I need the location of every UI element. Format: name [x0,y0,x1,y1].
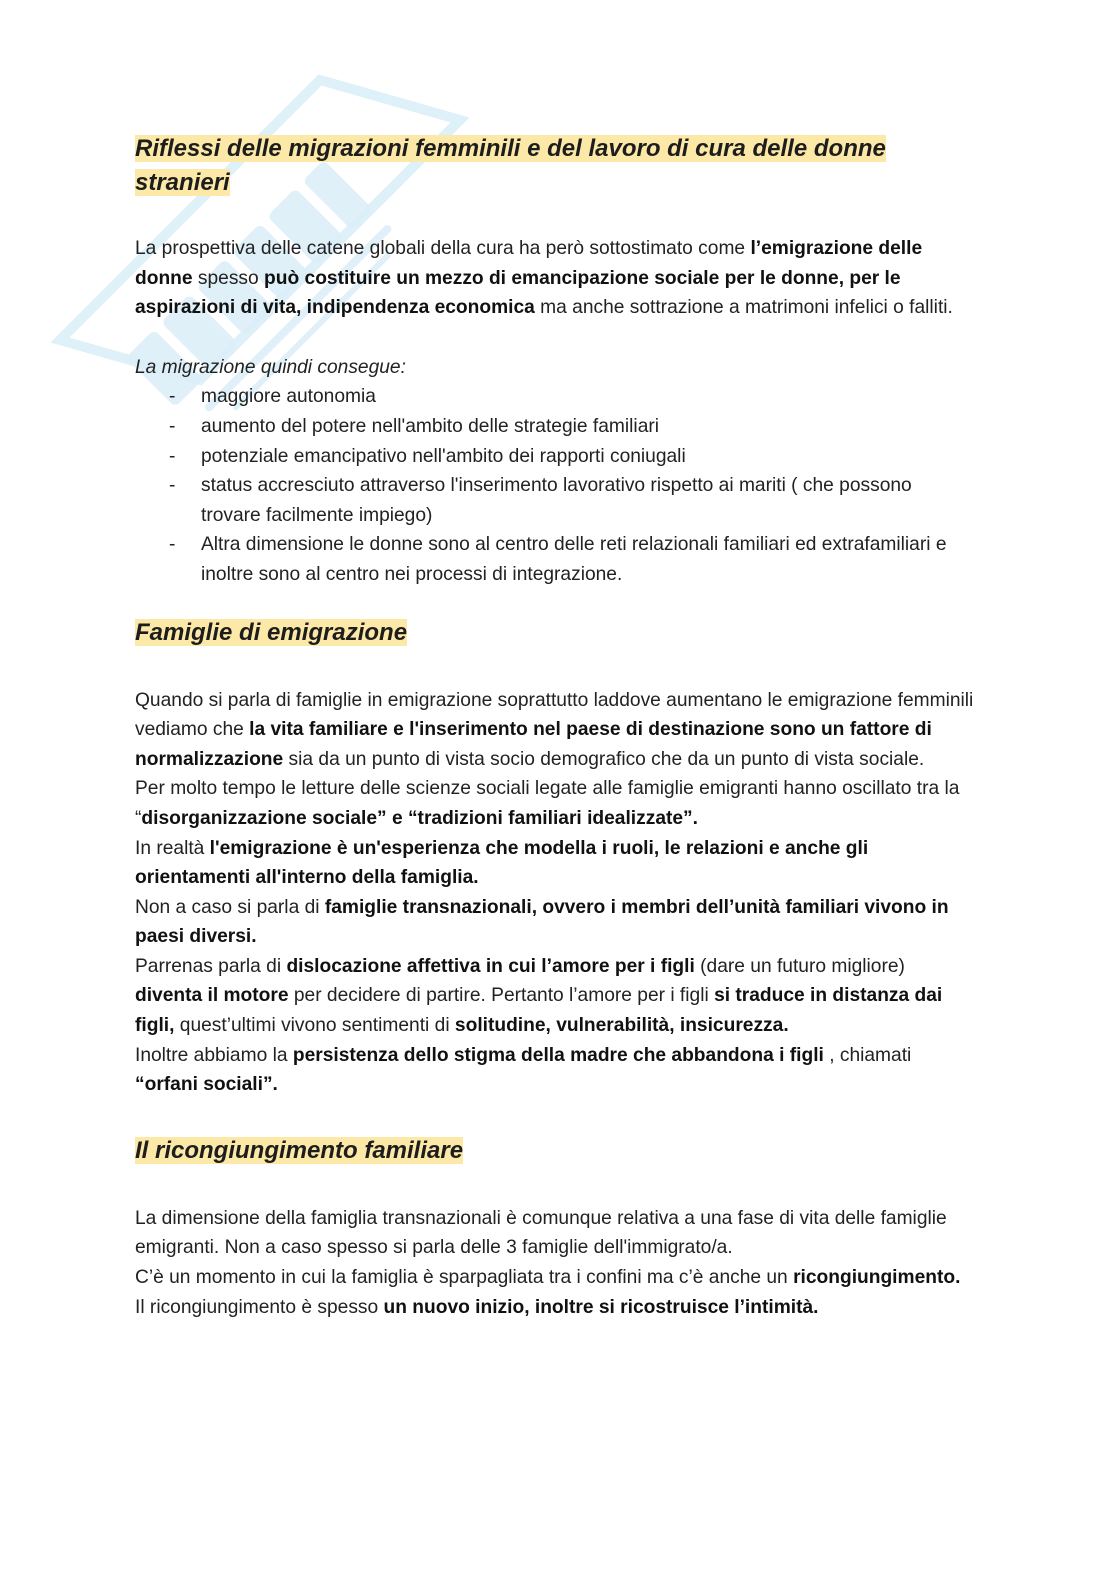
heading-text: Riflessi delle migrazioni femminili e del lavoro di cura delle donne stranieri [135,135,886,196]
list-item: - potenziale emancipativo nell'ambito dei rapporti coniugali [201,442,975,472]
text-run: Non a caso si parla di [135,896,325,918]
section2-body [135,686,975,1100]
body-paragraph [135,1041,975,1100]
body-paragraph [135,834,975,893]
section-heading-ricongiungimento [135,1134,975,1168]
body-paragraph [135,1263,975,1293]
heading-text: Famiglie di emigrazione [135,618,408,646]
text-run: Parrenas parla di [135,955,287,977]
section3-body [135,1204,975,1322]
list-item: - Altra dimensione le donne sono al centro delle reti relazionali familiari ed extrafamiliari e inoltre sono al centro nei processi di integrazione. [201,530,975,589]
text-run: La dimensione della famiglia transnazionali è comunque relativa a una fase di vita delle famiglie emigranti. Non a caso spesso si parla delle 3 famiglie dell'immigrato/a. [135,1207,947,1259]
text-run: , chiamati [823,1044,912,1066]
bold-text: la vita familiare e l'inserimento nel paese di destinazione sono un fattore di normalizzazione [135,719,932,770]
list-item: - maggiore autonomia [201,382,975,412]
text-run: Inoltre abbiamo la [135,1044,293,1066]
bold-text: “orfani sociali”. [135,1074,278,1096]
document-page [135,132,975,1322]
body-paragraph [135,774,975,833]
list-item: - aumento del potere nell'ambito delle strategie familiari [201,412,975,442]
text-run: quest’ultimi vivono sentimenti di [174,1015,455,1037]
body-paragraph [135,686,975,775]
text-run: spesso [192,267,265,289]
bold-text: l'emigrazione è un'esperienza che modella i ruoli, le relazioni e anche gli orientamenti all'interno della famiglia. [135,837,869,889]
section-heading-riflessi [135,132,975,200]
body-paragraph [135,1293,975,1323]
text-run: (dare un futuro migliore) [694,955,905,977]
text-run: C’è un momento in cui la famiglia è sparpagliata tra i confini ma c’è anche un [135,1267,794,1289]
bold-text: solitudine, vulnerabilità, insicurezza. [454,1015,789,1037]
bold-text: persistenza dello stigma della madre che abbandona i figli [292,1044,824,1066]
body-paragraph [135,893,975,952]
list-item: - status accresciuto attraverso l'inserimento lavorativo rispetto ai mariti ( che possono trovare facilmente impiego) [201,471,975,530]
section-heading-famiglie [135,616,975,650]
text-run: per decidere di partire. Pertanto l’amore per i figli [288,985,715,1007]
text-run: Per molto tempo le letture delle scienze sociali legate alle famiglie emigranti hanno oscillato tra la “ [135,778,960,829]
text-run: Il ricongiungimento è spesso [135,1296,384,1318]
text-run: La prospettiva delle catene globali della cura ha però sottostimato come [135,238,751,259]
consequences-list [135,382,975,589]
text-run: Quando si parla di famiglie in emigrazione soprattutto laddove aumentano le emigrazione femminili vediamo che [135,689,974,741]
bold-text: diventa il motore [135,985,289,1007]
bold-text: disorganizzazione sociale” e “tradizioni familiari idealizzate”. [141,807,698,829]
text-run: ma anche sottrazione a matrimoni infelici o falliti. [534,297,953,319]
bold-text: dislocazione affettiva in cui l’amore per i figli [286,955,695,977]
bold-text: famiglie transnazionali, ovvero i membri dell’unità familiari vivono in paesi diversi. [135,896,949,948]
bold-text: si traduce in distanza dai figli, [135,985,943,1037]
bold-text: può costituire un mezzo di emancipazione sociale per le donne, per le aspirazioni di vita, indipendenza economica [135,267,901,319]
bold-text: un nuovo inizio, inoltre si ricostruisce l’intimità. [383,1296,819,1318]
body-paragraph [135,952,975,1041]
text-run: In realtà [135,837,210,859]
bold-text: ricongiungimento. [793,1267,961,1289]
heading-text: Il ricongiungimento familiare [135,1136,464,1164]
text-run: sia da un punto di vista socio demografico che da un punto di vista sociale. [283,748,925,770]
bold-text: l’emigrazione delle donne [135,238,923,289]
list-intro: La migrazione quindi consegue: [135,356,406,378]
body-paragraph [135,1204,975,1263]
section1-paragraph [135,234,975,323]
